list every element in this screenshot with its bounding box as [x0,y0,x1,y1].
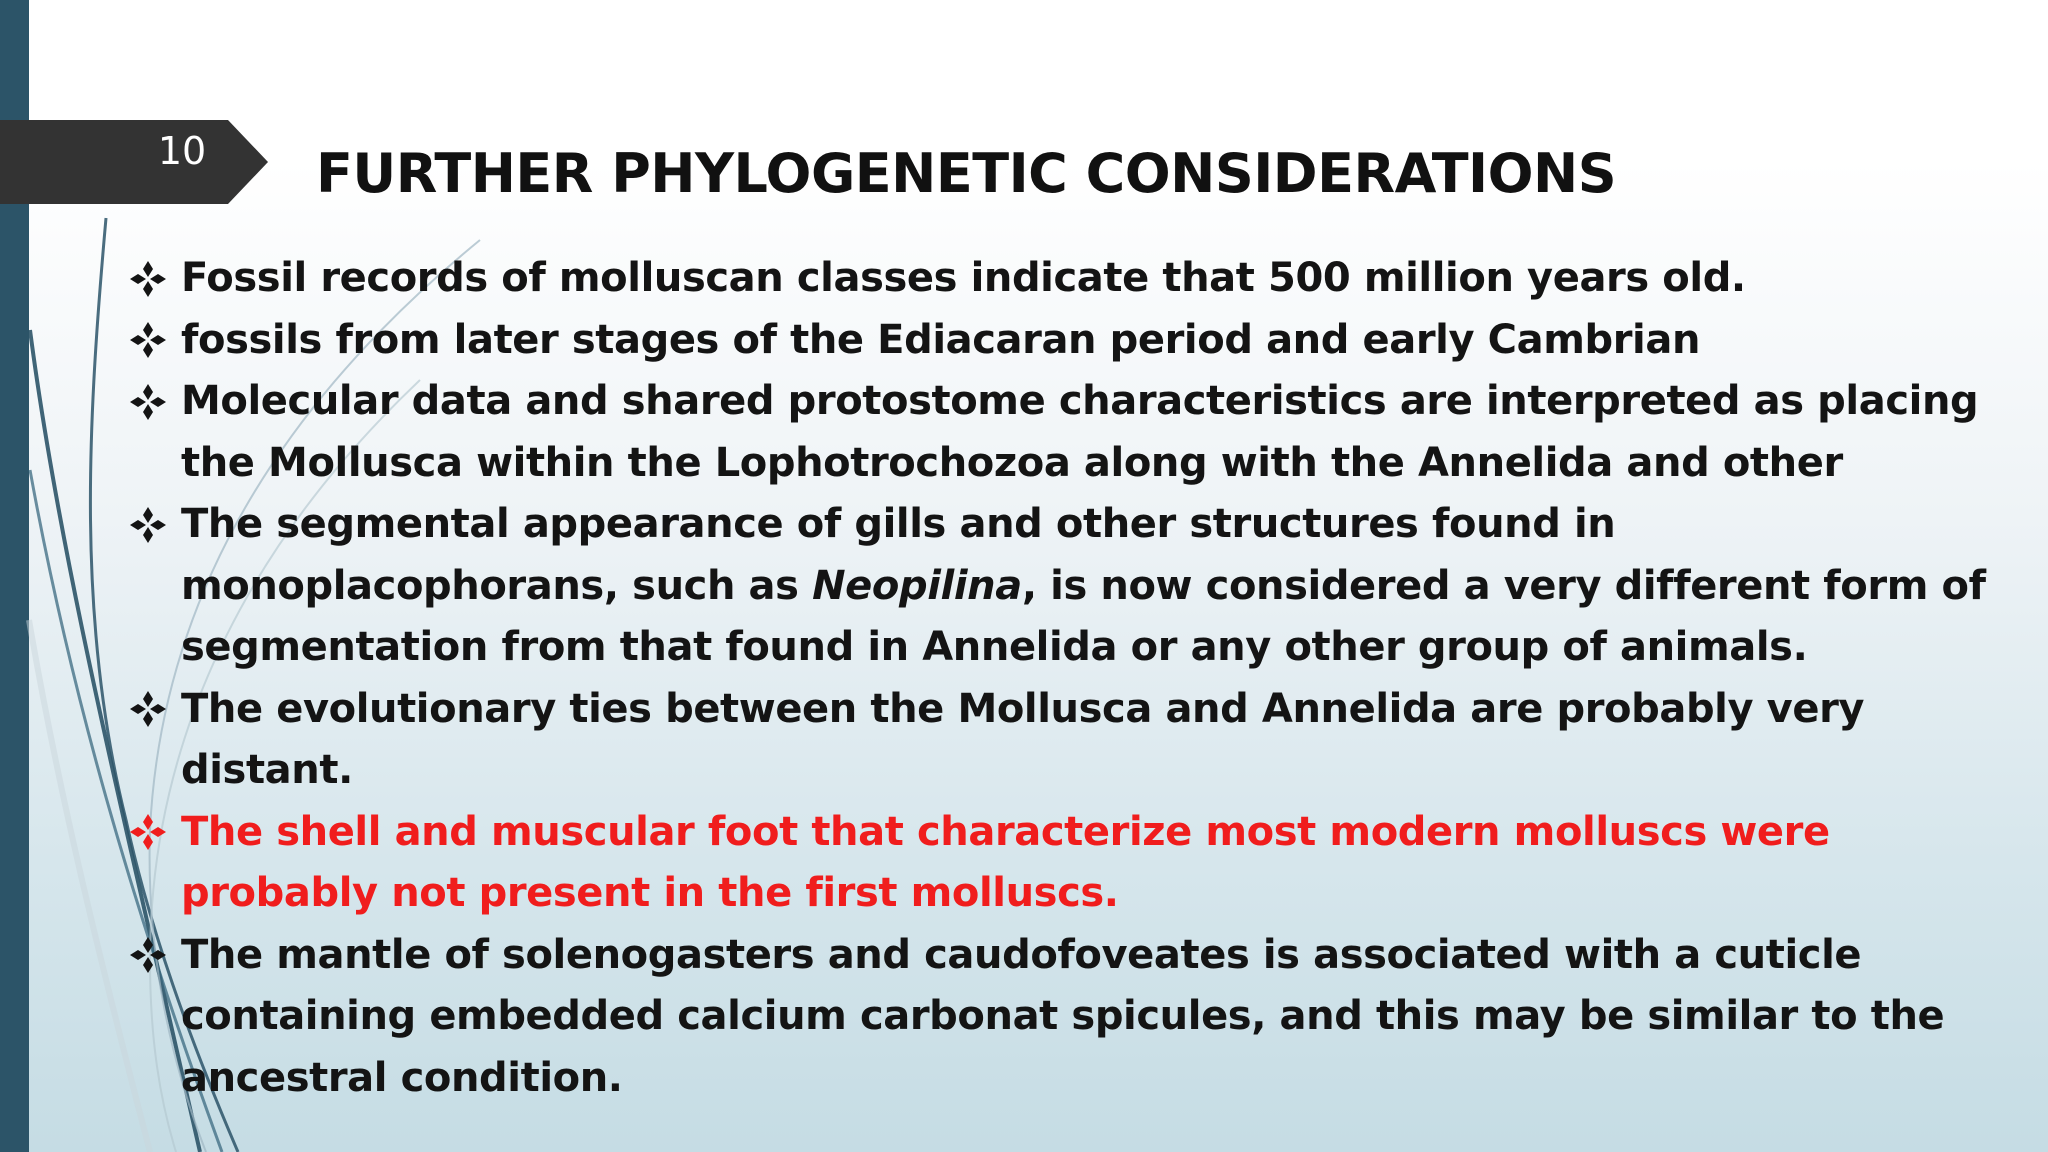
four-diamond-star-icon [128,802,172,863]
bullet-item [128,371,2008,494]
bullet-item [128,494,2008,679]
bullet-text-after: , is now considered a very different form of segmentation from that found in Annelida or any other group of animals. [181,562,1986,670]
bullet-item [128,925,2008,1110]
four-diamond-star-icon [128,494,172,555]
bullet-text: The shell and muscular foot that characterize most modern molluscs were probably not present in the first molluscs. [181,808,1830,916]
slide-title: FURTHER PHYLOGENETIC CONSIDERATIONS [316,142,1617,205]
bullet-text: The evolutionary ties between the Mollusca and Annelida are probably very distant. [181,685,1865,793]
slide-number-tab [0,120,268,204]
four-diamond-star-icon [128,679,172,740]
bullet-text: fossils from later stages of the Ediacaran period and early Cambrian [181,316,1701,363]
bullet-text: Molecular data and shared protostome characteristics are interpreted as placing the Mollusca within the Lophotrochozoa along with the Annelida and other [181,378,1979,486]
four-diamond-star-icon [128,310,172,371]
bullet-text: The mantle of solenogasters and caudofoveates is associated with a cuticle containing embedded calcium carbonat spicules, and this may be similar to the ancestral condition. [181,931,1945,1101]
bullet-list [128,248,2008,1109]
four-diamond-star-icon [128,248,172,309]
bullet-text: Fossil records of molluscan classes indicate that 500 million years old. [181,255,1746,301]
four-diamond-star-icon [128,371,172,432]
genus-name-italic: Neopilina [812,562,1022,609]
bullet-text-before: The segmental appearance of gills and other structures found in monoplacophorans, such as [181,501,1616,609]
bullet-item [128,248,2008,310]
bullet-text [181,501,1986,670]
bullet-item [128,310,2008,372]
four-diamond-star-icon [128,925,172,986]
bullet-item [128,679,2008,802]
bullet-item-highlighted [128,802,2008,925]
slide-number: 10 [157,129,207,173]
